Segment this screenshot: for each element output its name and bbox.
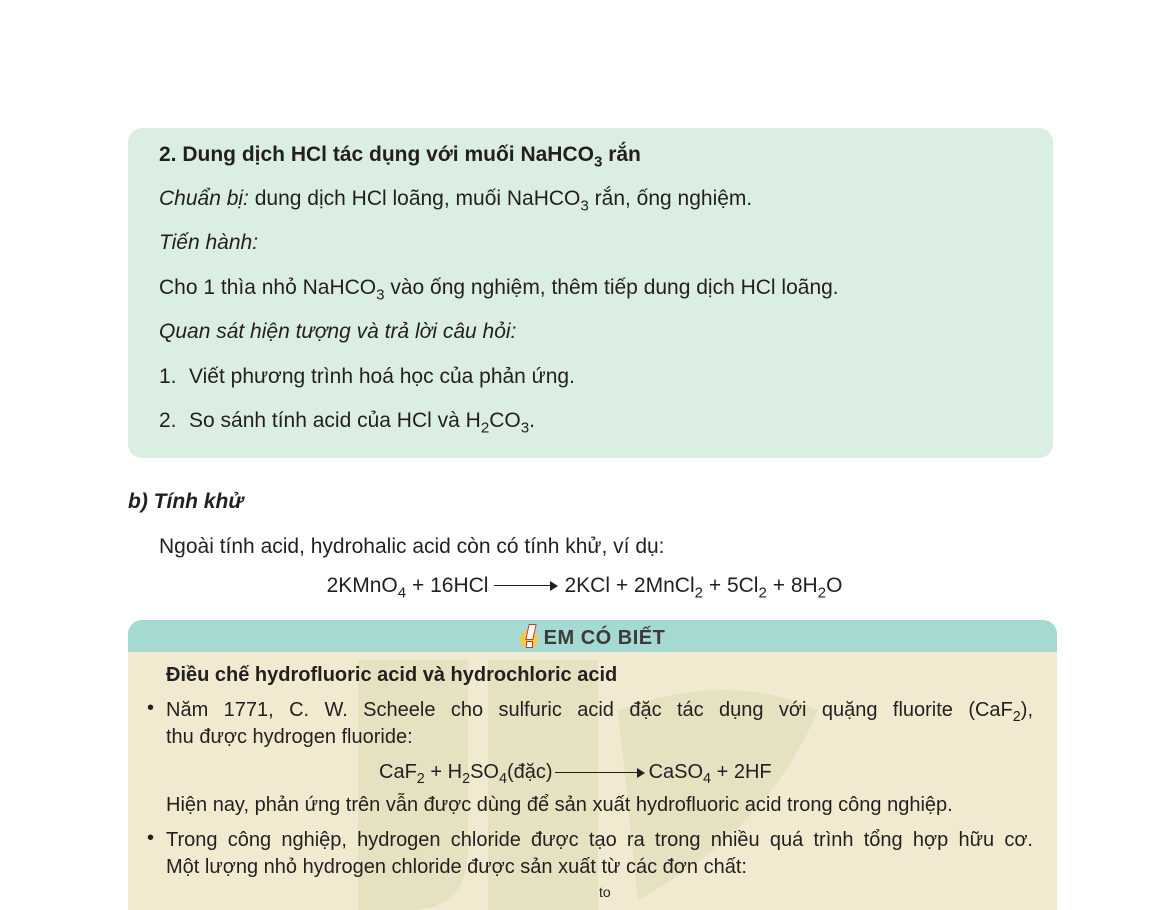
section-b-heading: b) Tính khử <box>128 490 244 513</box>
prep-text-end: rắn, ống nghiệm. <box>588 187 753 210</box>
prep-text: dung dịch HCl loãng, muối NaHCO <box>248 187 581 210</box>
eq2-part: CaSO <box>648 761 704 783</box>
did-you-know-title-text: EM CÓ BIẾT <box>543 627 666 649</box>
title-text-end: rắn <box>602 143 641 166</box>
eq-part: + 8H <box>766 574 818 597</box>
procedure-label: Tiến hành: <box>159 231 259 254</box>
eq-part: + 16HCl <box>406 574 489 597</box>
observe-label: Quan sát hiện tượng và trả lời câu hỏi: <box>159 320 517 343</box>
proc-text-end: vào ống nghiệm, thêm tiếp dung dịch HCl loãng. <box>384 276 839 299</box>
eq-part: 2KMnO <box>326 574 398 597</box>
did-you-know-subtitle: Điều chế hydrofluoric acid và hydrochloric acid <box>166 664 618 686</box>
reaction-arrow-icon <box>494 581 558 591</box>
eq2-sub: 4 <box>498 771 507 788</box>
question-2-end: . <box>529 409 535 432</box>
preparation-line <box>159 186 753 215</box>
experiment-title <box>159 142 641 171</box>
procedure-line <box>159 275 839 304</box>
question-2-text: So sánh tính acid của HCl và H <box>189 409 481 432</box>
question-2 <box>159 408 535 437</box>
proc-text: Cho 1 thìa nhỏ NaHCO <box>159 276 377 299</box>
question-1-text: Viết phương trình hoá học của phản ứng. <box>189 365 575 388</box>
eq2-sub: 4 <box>703 771 712 788</box>
eq-part: 2KCl + 2MnCl <box>564 574 695 597</box>
eq2-part: CaF <box>379 761 417 783</box>
bullet-2: • <box>147 827 155 849</box>
prep-subscript: 3 <box>580 197 589 215</box>
paragraph-2-line-1: Trong công nghiệp, hydrogen chloride được tạo ra trong nhiều quá trình tổng hợp hữu cơ. <box>166 829 1033 851</box>
question-2-mid: CO <box>489 409 521 432</box>
question-1 <box>159 364 575 390</box>
paragraph-1-line-3: Hiện nay, phản ứng trên vẫn được dùng để sản xuất hydrofluoric acid trong công nghiệp. <box>166 794 953 816</box>
eq2-part: + 2HF <box>711 761 772 783</box>
redox-equation <box>0 573 1172 602</box>
fluoride-equation <box>379 759 772 788</box>
paragraph-1-line-1 <box>166 697 1033 726</box>
title-subscript: 3 <box>593 153 603 171</box>
eq-part: O <box>826 574 843 597</box>
did-you-know-box <box>128 620 1057 910</box>
paragraph-1-line-2: thu được hydrogen fluoride: <box>166 726 413 748</box>
p1-text-end: ), <box>1020 699 1033 721</box>
eq-sub: 2 <box>817 584 827 602</box>
eq2-part: SO <box>470 761 499 783</box>
did-you-know-title <box>128 624 1057 650</box>
eq-part: + 5Cl <box>703 574 759 597</box>
reaction-arrow-icon <box>555 768 645 778</box>
question-2-sub2: 3 <box>520 419 530 437</box>
bullet-1: • <box>147 697 155 719</box>
eq-sub: 2 <box>694 584 704 602</box>
question-2-number: 2. <box>159 409 177 432</box>
temperature-mark: to <box>599 884 611 900</box>
title-text: 2. Dung dịch HCl tác dụng với muối NaHCO <box>159 143 594 166</box>
proc-subscript: 3 <box>376 286 385 304</box>
p1-text: Năm 1771, C. W. Scheele cho sulfuric acid đặc tác dụng với quặng fluorite (CaF <box>166 699 1013 721</box>
prep-label: Chuẩn bị: <box>159 187 249 210</box>
paragraph-2-line-2: Một lượng nhỏ hydrogen chloride được sản xuất từ các đơn chất: <box>166 856 747 878</box>
eq2-sub: 2 <box>416 771 425 788</box>
eq2-part: + H <box>424 761 463 783</box>
eq-sub: 2 <box>758 584 767 602</box>
p1-sub: 2 <box>1012 709 1021 726</box>
eq2-part: (đặc) <box>507 761 553 783</box>
section-b-intro: Ngoài tính acid, hydrohalic acid còn có tính khử, ví dụ: <box>159 535 665 558</box>
eq2-sub: 2 <box>462 771 471 788</box>
question-1-number: 1. <box>159 365 177 388</box>
eq-sub: 4 <box>397 584 407 602</box>
question-2-sub1: 2 <box>480 419 490 437</box>
exclamation-icon <box>520 624 540 648</box>
